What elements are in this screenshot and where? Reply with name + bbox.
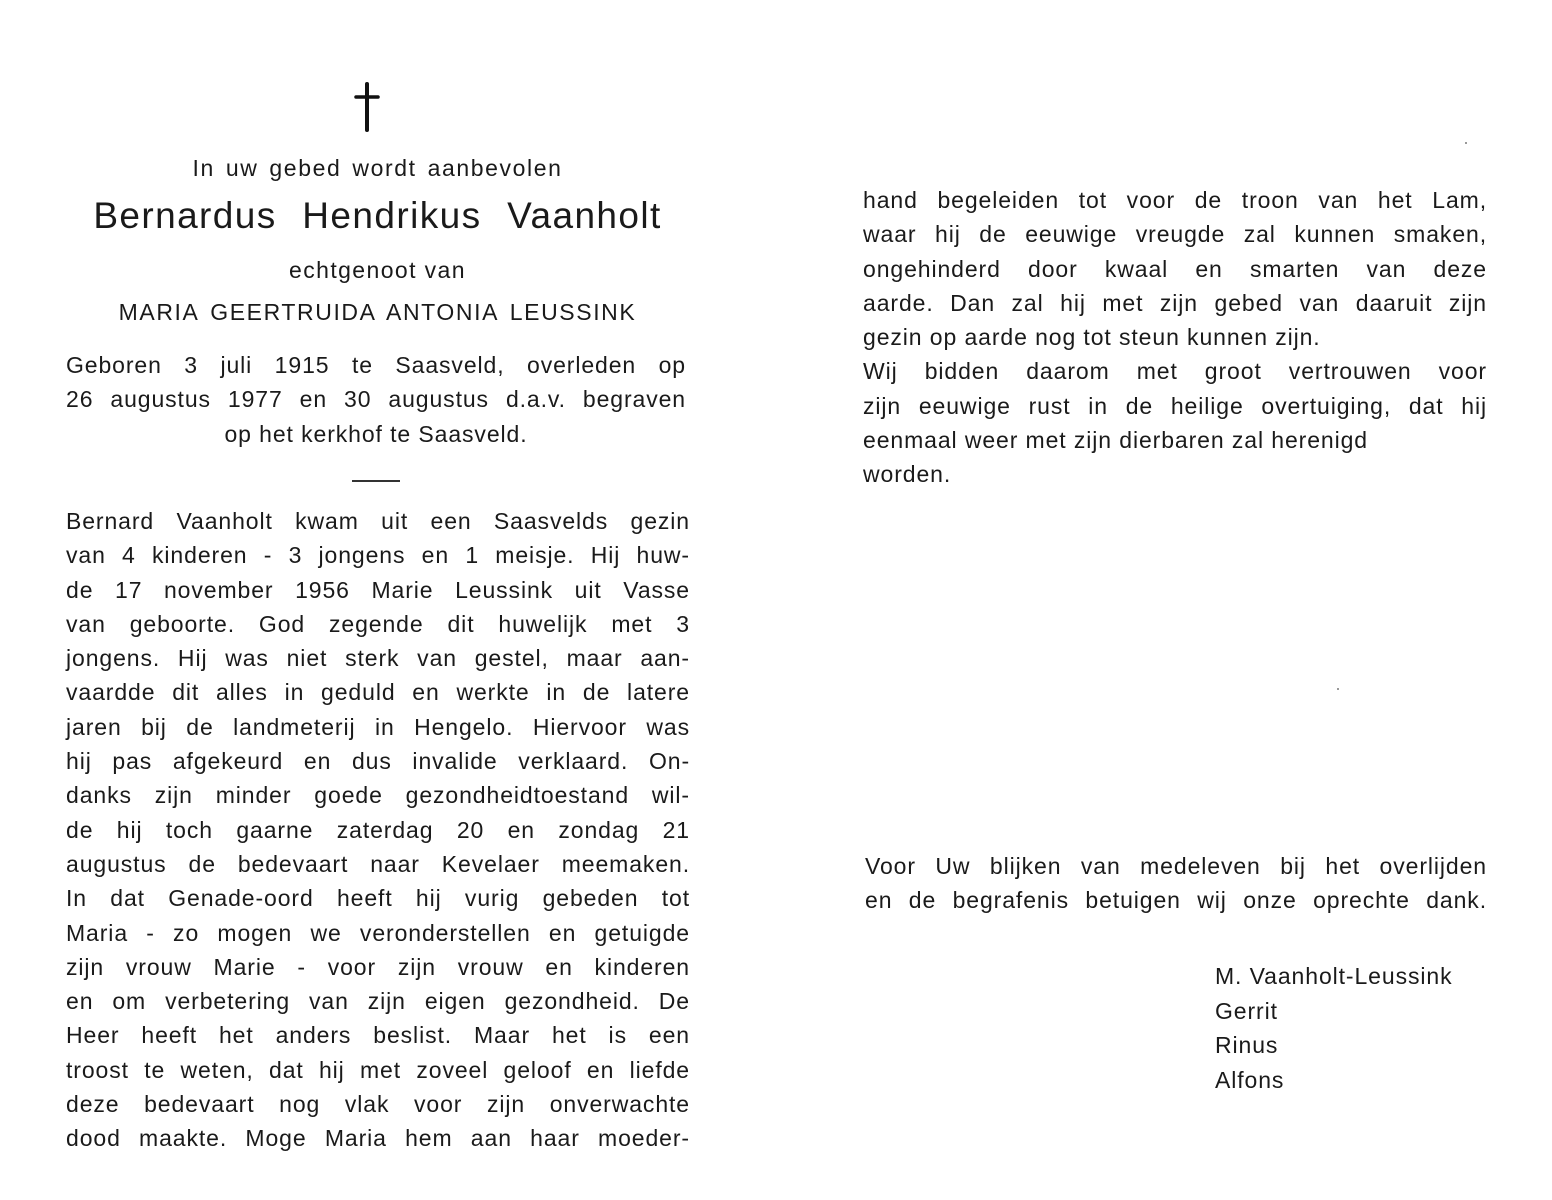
text-line: worden.	[863, 461, 952, 488]
text-line: Alfons	[1215, 1066, 1285, 1093]
divider	[352, 480, 400, 482]
text-line: 26 augustus 1977 en 30 augustus d.a.v. begraven	[66, 386, 686, 413]
scan-speck	[1465, 142, 1467, 144]
text-line: M. Vaanholt-Leussink	[1215, 963, 1453, 989]
text-line: eenmaal weer met zijn dierbaren zal herenigd	[863, 427, 1368, 454]
text-line: zijn eeuwige rust in de heilige overtuiging, dat hij	[863, 392, 1487, 419]
text-line: hand begeleiden tot voor de troon van het Lam,	[863, 187, 1487, 213]
text-line: hij pas afgekeurd en dus invalide verklaard. On-	[66, 748, 690, 775]
scan-speck	[1337, 688, 1339, 690]
cross-icon	[352, 82, 382, 132]
text-line: Bernard Vaanholt kwam uit een Saasvelds gezin	[66, 508, 690, 534]
deceased-name: Bernardus Hendrikus Vaanholt	[93, 195, 662, 236]
text-line: Maria - zo mogen we veronderstellen en getuigde	[66, 919, 690, 946]
intro-line: In uw gebed wordt aanbevolen	[192, 155, 563, 181]
text-line: Voor Uw blijken van medeleven bij het overlijden	[865, 853, 1487, 879]
text-line: Heer heeft het anders beslist. Maar het is een	[66, 1022, 690, 1049]
text-line: gezin op aarde nog tot steun kunnen zijn.	[863, 324, 1321, 351]
text-line: de hij toch gaarne zaterdag 20 en zondag 21	[66, 816, 690, 843]
text-line: deze bedevaart nog vlak voor zijn onverwachte	[66, 1091, 690, 1118]
text-line: waar hij de eeuwige vreugde zal kunnen smaken,	[863, 221, 1487, 248]
text-line: ongehinderd door kwaal en smarten van deze	[863, 255, 1487, 282]
text-line: jongens. Hij was niet sterk van gestel, maar aan-	[66, 645, 690, 672]
spouse-label: echtgenoot van	[289, 257, 466, 283]
text-line: zijn vrouw Marie - voor zijn vrouw en kinderen	[66, 953, 690, 980]
text-line: troost te weten, dat hij met zoveel geloof en liefde	[66, 1056, 690, 1083]
text-line: op het kerkhof te Saasveld.	[224, 420, 528, 447]
text-line: Geboren 3 juli 1915 te Saasveld, overleden op	[66, 352, 686, 378]
signatures	[1215, 959, 1452, 1097]
text-line: In dat Genade-oord heeft hij vurig gebeden tot	[66, 885, 690, 912]
text-line: augustus de bedevaart naar Kevelaer meemaken.	[66, 850, 690, 877]
text-line: danks zijn minder goede gezondheidtoestand wil-	[66, 782, 690, 809]
thanks-text	[865, 849, 1487, 918]
text-line: vaardde dit alles in geduld en werkte in de latere	[66, 679, 690, 706]
text-line: dood maakte. Moge Maria hem aan haar moeder-	[66, 1125, 690, 1152]
text-line: van geboorte. God zegende dit huwelijk met 3	[66, 610, 690, 637]
text-line: Gerrit	[1215, 997, 1278, 1024]
text-line: Wij bidden daarom met groot vertrouwen voor	[863, 358, 1487, 385]
birth-death-details	[66, 348, 686, 451]
text-line: en de begrafenis betuigen wij onze oprechte dank.	[865, 887, 1487, 914]
spouse-name: MARIA GEERTRUIDA ANTONIA LEUSSINK	[118, 299, 637, 325]
text-line: van 4 kinderen - 3 jongens en 1 meisje. Hij huw-	[66, 542, 690, 569]
text-line: aarde. Dan zal hij met zijn gebed van daaruit zijn	[863, 289, 1487, 316]
biography	[66, 504, 690, 1156]
text-line: en om verbetering van zijn eigen gezondheid. De	[66, 988, 690, 1015]
text-line: de 17 november 1956 Marie Leussink uit Vasse	[66, 576, 690, 603]
prayer-text	[863, 183, 1487, 492]
text-line: Rinus	[1215, 1032, 1279, 1058]
text-line: jaren bij de landmeterij in Hengelo. Hiervoor was	[66, 713, 690, 740]
